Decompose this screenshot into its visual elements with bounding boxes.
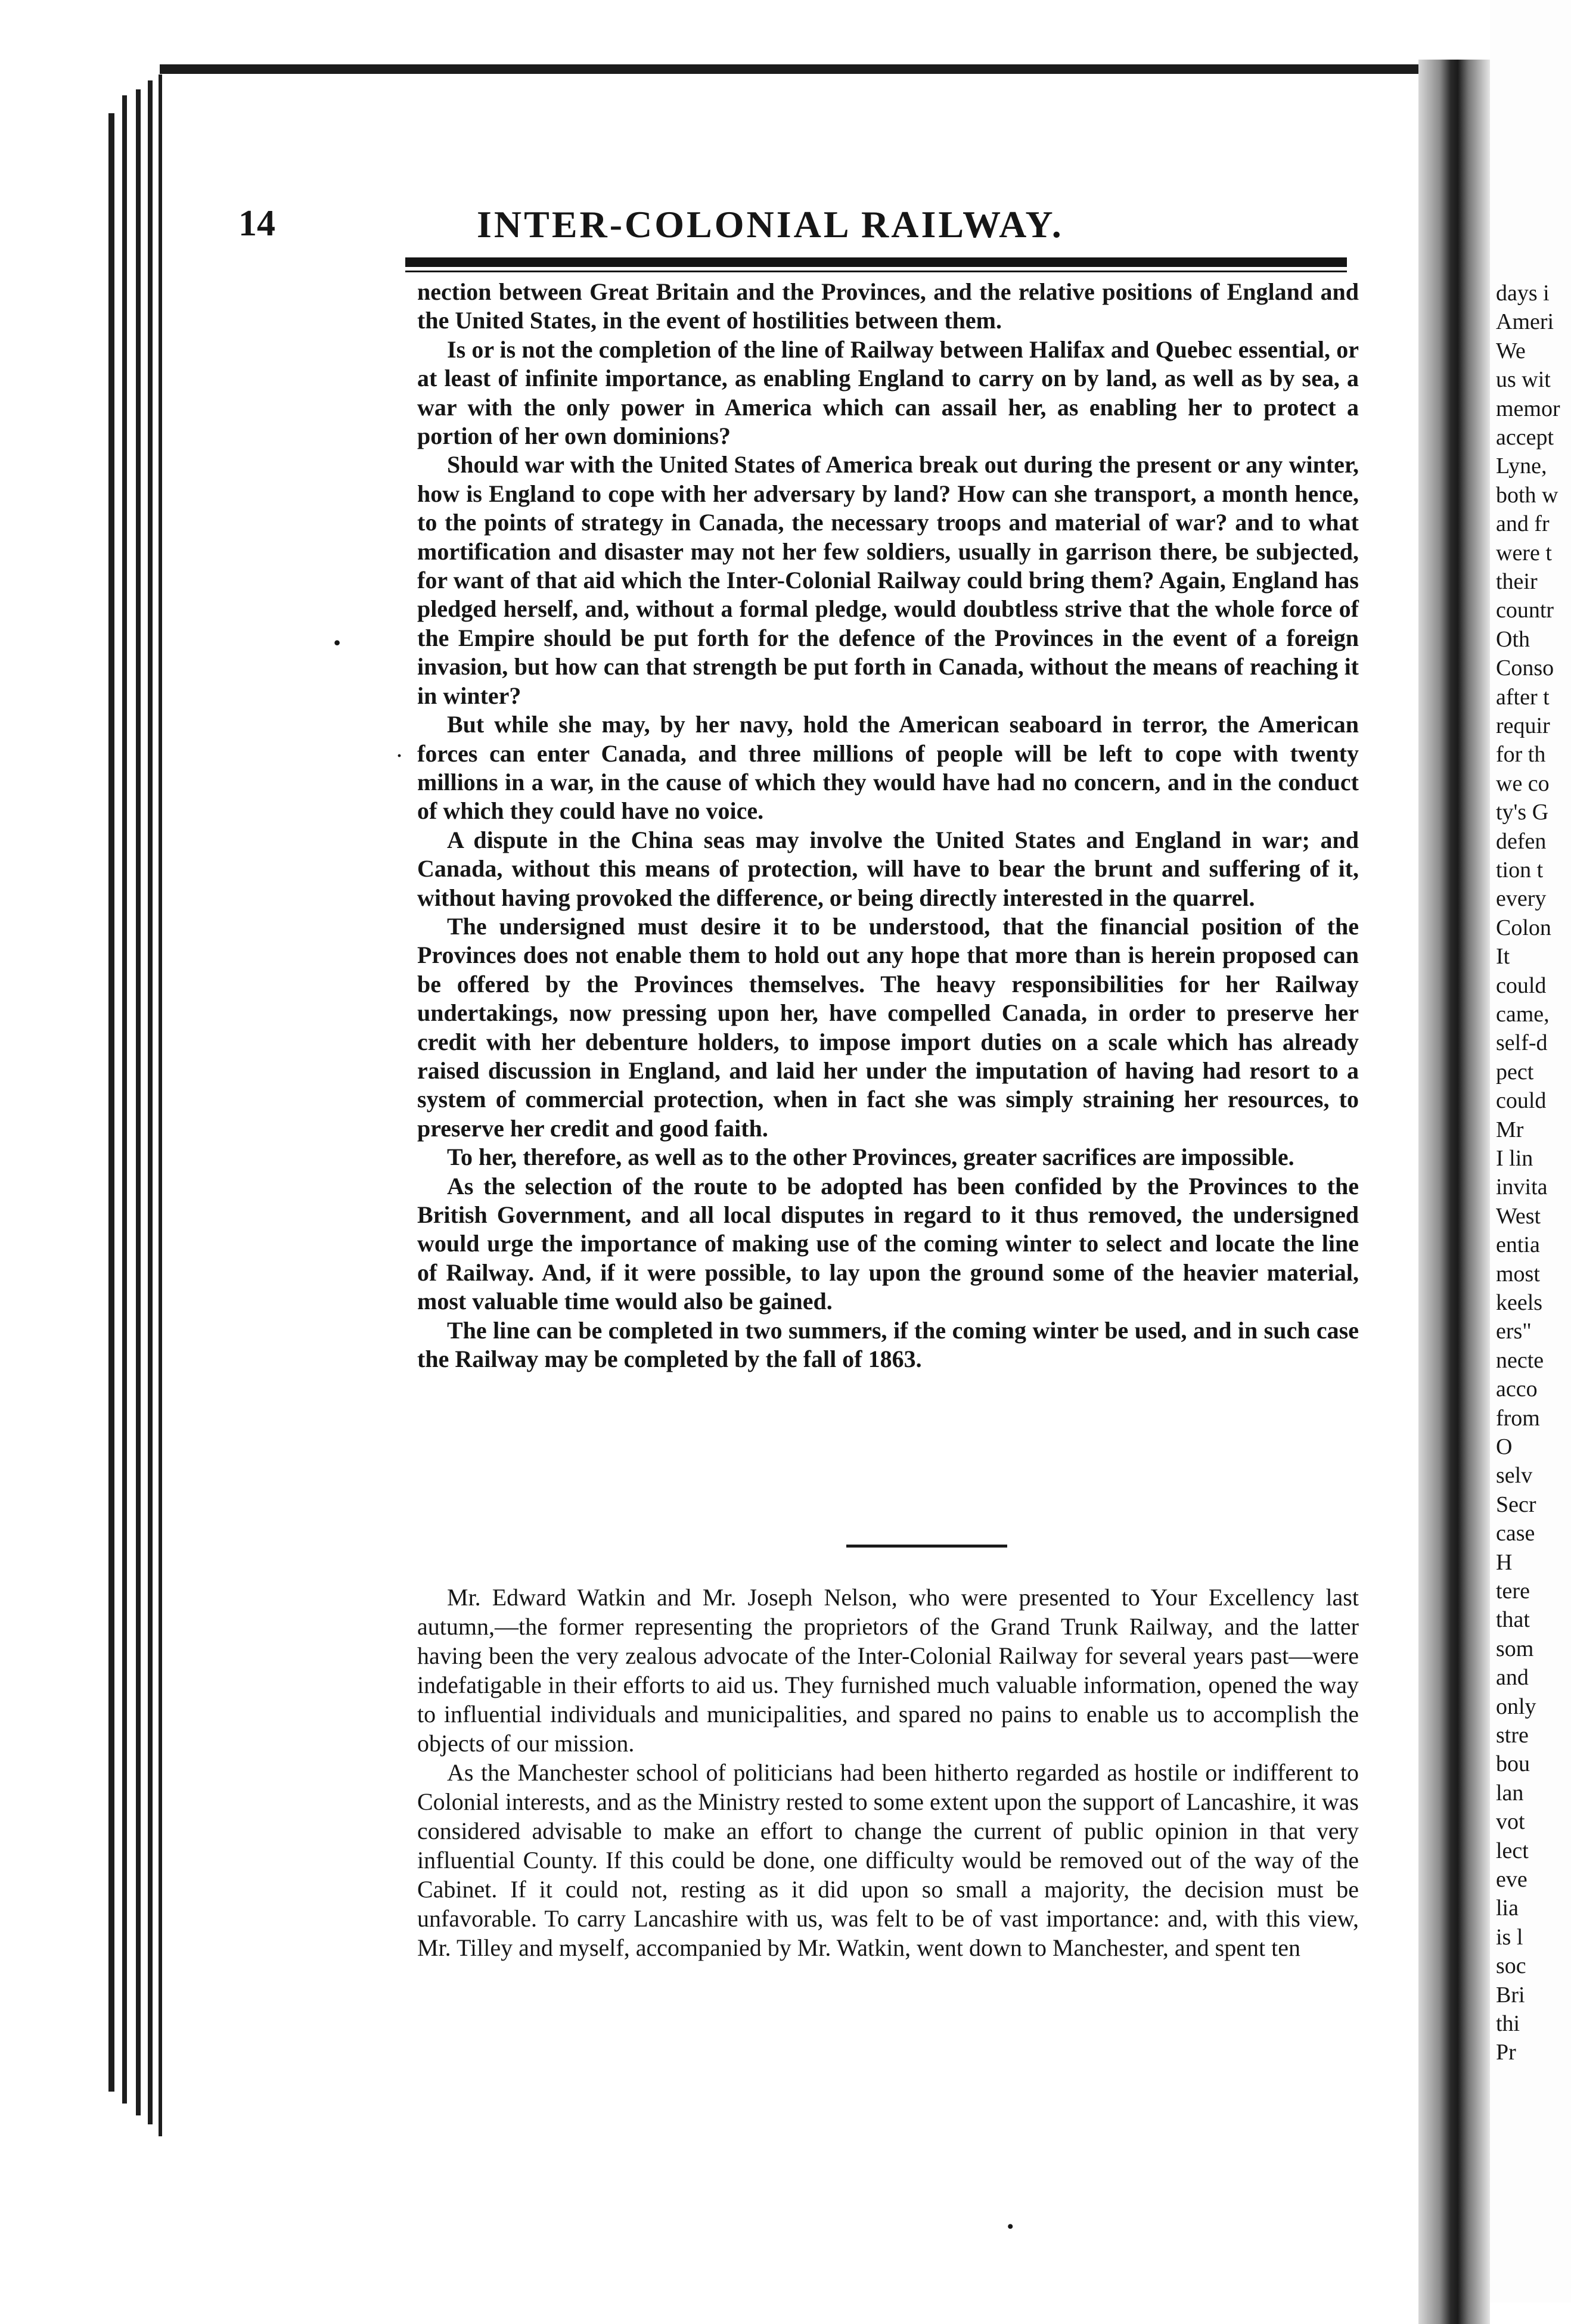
header-rule-thick — [405, 257, 1347, 267]
facing-page-line: that — [1496, 1607, 1530, 1633]
page-edge-line — [136, 89, 141, 2115]
paragraph: As the selection of the route to be adopted has been confided by the Provinces to the British Government, and all local disputes in regard to it thus removed, the undersigned would urge the importance of making use of the coming winter to select and locate the line of Railway. And, if it were possible, to lay upon the ground some of the heavier material, most valuable time would also be gained. — [417, 1172, 1359, 1315]
facing-page-line: entia — [1496, 1232, 1540, 1258]
header-rule-thin — [405, 271, 1347, 272]
facing-page-line: self-d — [1496, 1030, 1548, 1056]
facing-page-line: Oth — [1496, 626, 1530, 652]
facing-page-line: som — [1496, 1636, 1534, 1661]
page-edge-line — [159, 74, 162, 2136]
paragraph: A dispute in the China seas may involve the United States and England in war; and Canada, without this means of protection, will have to bear the brunt and suffering of it, without having provoked the difference, or being directly interested in the quarrel. — [417, 826, 1359, 911]
paragraph: But while she may, by her navy, hold the American seaboard in terror, the American forces can enter Canada, and three millions of people will be left to cope with twenty millions in a war, in the cause of which they would have had no concern, and in the conduct of which they could have no voice. — [417, 711, 1359, 825]
margin-dot: · — [396, 746, 403, 766]
facing-page-line: bou — [1496, 1751, 1530, 1777]
page-number: 14 — [238, 203, 275, 244]
running-head — [238, 203, 1347, 250]
facing-page-line: We — [1496, 338, 1526, 363]
facing-page-line: Secr — [1496, 1492, 1536, 1517]
paragraph: To her, therefore, as well as to the other Provinces, greater sacrifices are impossible. — [447, 1144, 1294, 1171]
facing-page-line: Conso — [1496, 655, 1554, 681]
facing-page-line: Colon — [1496, 915, 1551, 940]
facing-page-line: Pr — [1496, 2040, 1516, 2065]
facing-page-line: eve — [1496, 1867, 1527, 1892]
facing-page-line: Mr — [1496, 1117, 1524, 1142]
facing-page-line: countr — [1496, 598, 1554, 623]
facing-page-line: vot — [1496, 1809, 1525, 1835]
facing-page-line: days i — [1496, 281, 1550, 306]
facing-page-line: accept — [1496, 425, 1554, 450]
book-gutter — [1418, 60, 1490, 2324]
facing-page-line: thi — [1496, 2011, 1520, 2036]
facing-page-line: defen — [1496, 828, 1547, 854]
page-header-title: INTER-COLONIAL RAILWAY. — [477, 203, 1064, 246]
facing-page-line: after t — [1496, 684, 1550, 710]
facing-page-line: Bri — [1496, 1982, 1525, 2008]
facing-page-line: tion t — [1496, 857, 1544, 883]
memorandum-text — [417, 278, 1359, 1374]
margin-dot: • — [334, 632, 341, 653]
facing-page-line: most — [1496, 1261, 1540, 1287]
facing-page-line: lect — [1496, 1838, 1529, 1863]
facing-page-line: and fr — [1496, 511, 1550, 537]
facing-page-line: is l — [1496, 1924, 1523, 1950]
facing-page-line: us wit — [1496, 367, 1551, 393]
paragraph: nection between Great Britain and the Provinces, and the relative positions of England and the United States, in the event of hostilities between them. — [417, 278, 1359, 334]
facing-page-line: could — [1496, 1088, 1547, 1114]
facing-page-line: keels — [1496, 1290, 1543, 1315]
facing-page-line: O — [1496, 1434, 1513, 1459]
facing-page-line: for th — [1496, 742, 1546, 768]
facing-page-line: tere — [1496, 1579, 1530, 1604]
facing-page-line: were t — [1496, 540, 1552, 566]
facing-page-line: only — [1496, 1694, 1536, 1719]
section-divider — [846, 1545, 1007, 1548]
facing-page-line: Lyne, — [1496, 453, 1547, 479]
facing-page-line: acco — [1496, 1377, 1538, 1402]
facing-page-line: every — [1496, 886, 1547, 912]
facing-page-line: we co — [1496, 770, 1550, 796]
facing-page-line: Ameri — [1496, 309, 1554, 335]
paragraph: Should war with the United States of America break out during the present or any winter, how is England to cope with her adversary by land? How can she transport, a month hence, to the points of strategy in Canada, the necessary troops and material of war? and to what mortification and disaster may not her few soldiers, usually in garrison there, be subjected, for want of that aid which the Inter-Colonial Railway could bring them? Again, England has pledged herself, and, without a formal pledge, would doubtless strive that the whole force of the Empire should be put forth for the defence of the Provinces in the event of a foreign invasion, but how can that strength be put forth in Canada, without the means of reaching it in winter? — [417, 451, 1359, 709]
paragraph: The line can be completed in two summers, if the coming winter be used, and in such case the Railway may be completed by the fall of 1863. — [417, 1316, 1359, 1373]
paragraph: Is or is not the completion of the line of Railway between Halifax and Quebec essential, or at least of infinite importance, as enabling England to carry on by land, as well as by sea, a war with the only power in America which can assail her, as enabling her to protect a portion of her own dominions? — [417, 335, 1359, 450]
paragraph: Mr. Edward Watkin and Mr. Joseph Nelson, who were presented to Your Excellency last autumn,—the former representing the proprietors of the Grand Trunk Railway, and the latter having been the very zealous advocate of the Inter-Colonial Railway for several years past—were indefatigable in their efforts to aid us. They furnished much valuable information, opened the way to influential individuals and municipalities, and spared no pains to enable us to accomplish the objects of our mission. — [417, 1584, 1359, 1757]
book-left-edge — [0, 0, 107, 2303]
facing-page-line: stre — [1496, 1723, 1529, 1748]
facing-page-line: lan — [1496, 1780, 1524, 1806]
facing-page-line: invita — [1496, 1175, 1548, 1200]
page-edge-line — [148, 80, 153, 2124]
page-edge-line — [108, 113, 114, 2092]
page-top-edge — [160, 64, 1423, 74]
facing-page-line: ers" — [1496, 1319, 1532, 1344]
page-edge-line — [122, 95, 127, 2104]
facing-page-line: lia — [1496, 1896, 1519, 1921]
facing-page-line: their — [1496, 569, 1538, 594]
facing-page-line: West — [1496, 1203, 1541, 1229]
facing-page-line: pect — [1496, 1059, 1534, 1085]
facing-page-line: came, — [1496, 1002, 1550, 1027]
facing-page-line: both w — [1496, 482, 1558, 508]
paragraph: The undersigned must desire it to be understood, that the financial position of the Provinces does not enable them to hold out any hope that more than is herein proposed can be offered by the Provinces themselves. The heavy responsibilities for her Railway undertakings, now pressing upon her, have compelled Canada, in order to preserve her credit with her debenture holders, to impose import duties on a scale which has already raised discussion in England, and laid her under the imputation of having had resort to a system of commercial protection, when in fact she was simply straining her resources, to preserve her credit and good faith. — [417, 912, 1359, 1142]
facing-page-line: H — [1496, 1549, 1513, 1575]
facing-page-line: could — [1496, 973, 1547, 998]
facing-page-line: from — [1496, 1405, 1540, 1431]
facing-page-line: soc — [1496, 1953, 1526, 1979]
facing-page-line: selv — [1496, 1463, 1533, 1489]
paragraph: As the Manchester school of politicians had been hitherto regarded as hostile or indifferent to Colonial interests, and as the Ministry rested to some extent upon the support of Lancashire, it was considered advisable to make an effort to change the current of public opinion in that very influential County. If this could be done, one difficulty would be removed out of the way of the Cabinet. If it could not, resting as it did upon so small a majority, the decision must be unfavorable. To carry Lancashire with us, was felt to be of vast importance: and, with this view, Mr. Tilley and myself, accompanied by Mr. Watkin, went down to Manchester, and spent ten — [417, 1759, 1359, 1961]
facing-page-line: and — [1496, 1665, 1529, 1691]
margin-dot: • — [1007, 2217, 1014, 2236]
facing-page-line: case — [1496, 1521, 1535, 1546]
report-text — [417, 1583, 1359, 1962]
facing-page-line: requir — [1496, 713, 1550, 738]
facing-page-line: It — [1496, 944, 1510, 970]
facing-page-line: I lin — [1496, 1146, 1533, 1171]
facing-page-line: necte — [1496, 1347, 1544, 1373]
facing-page-line: ty's G — [1496, 800, 1549, 825]
facing-page-line: memor — [1496, 396, 1560, 421]
